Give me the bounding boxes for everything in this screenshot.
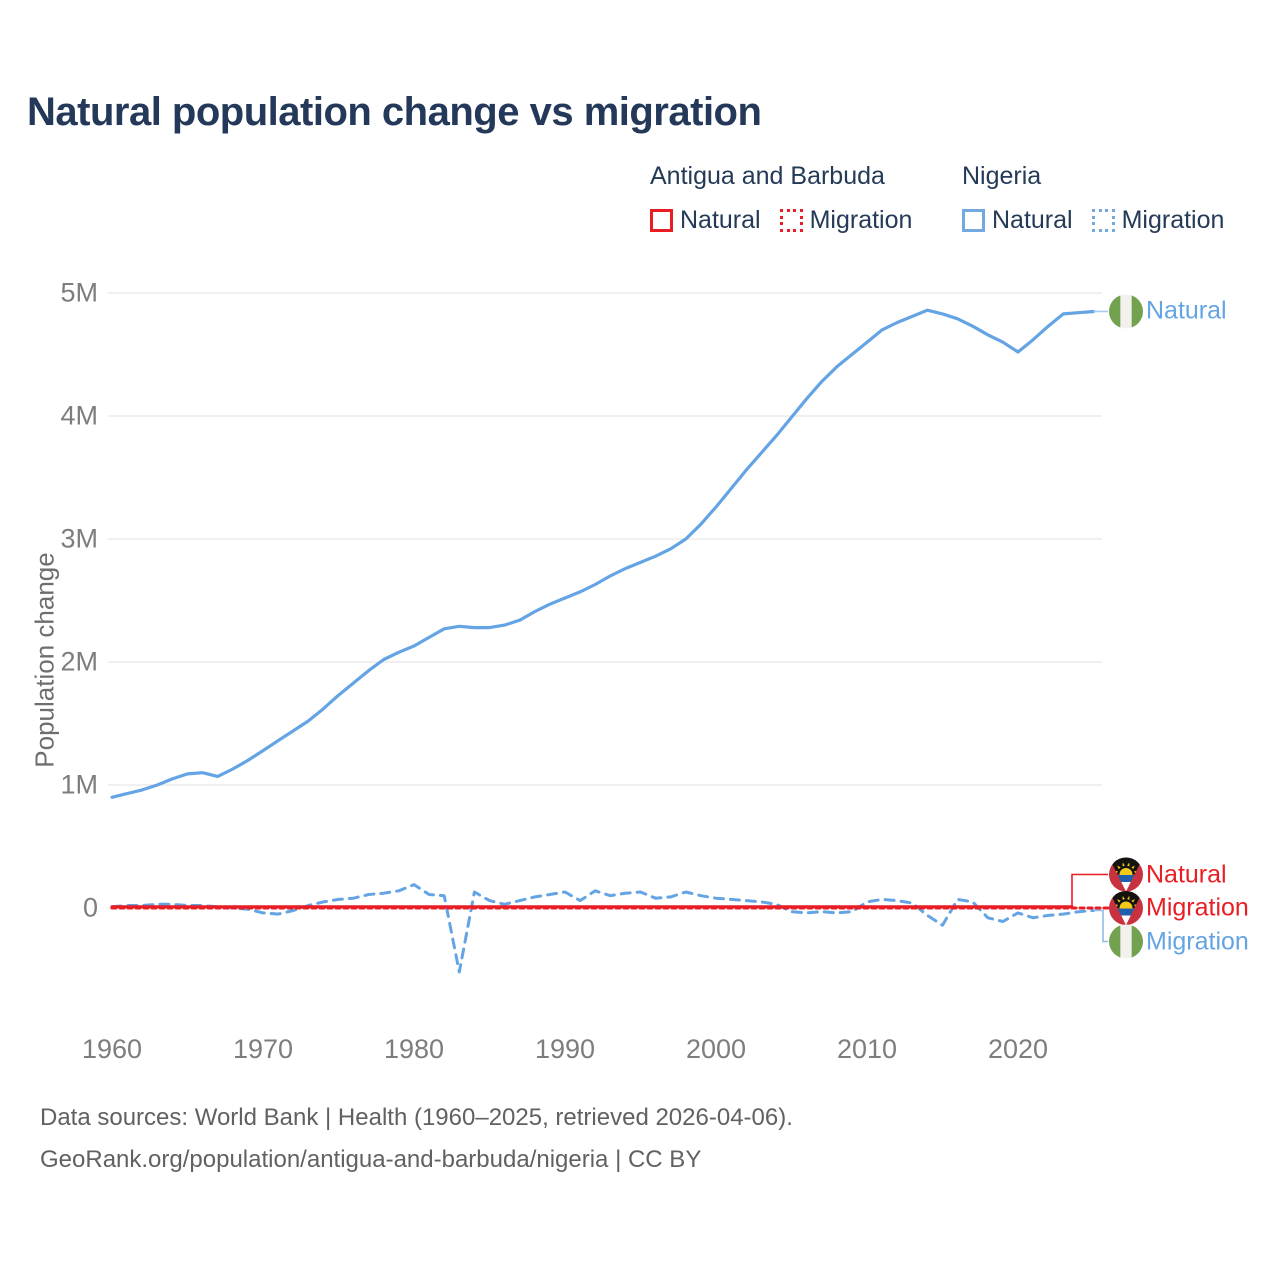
legend-country-name: Antigua and Barbuda xyxy=(650,162,885,190)
nigeria-flag-icon xyxy=(1109,294,1143,328)
x-tick-label: 1980 xyxy=(383,1034,445,1064)
y-tick-label: 4M xyxy=(60,400,98,431)
legend-item-migration xyxy=(780,206,913,235)
solid-line-swatch-icon xyxy=(962,209,985,232)
series-end-label-ab-natural: Natural xyxy=(1146,860,1227,888)
y-axis-title: Population change xyxy=(29,552,60,768)
legend-item-label: Natural xyxy=(680,206,761,234)
y-tick-label: 2M xyxy=(60,646,98,677)
legend-item-natural xyxy=(962,206,1073,235)
nigeria-migration-connector xyxy=(1094,910,1109,941)
nigeria-migration-line xyxy=(112,885,1094,972)
series-end-label-nigeria-natural: Natural xyxy=(1146,296,1227,325)
legend-items-row xyxy=(650,206,912,235)
y-tick-label: 0 xyxy=(82,892,98,923)
nigeria-natural-line xyxy=(112,310,1094,797)
y-tick-label: 1M xyxy=(60,769,98,800)
flag-markers xyxy=(1109,294,1143,958)
nigeria-flag-icon xyxy=(1109,925,1143,959)
series-end-label-ab-migration: Migration xyxy=(1146,893,1249,922)
chart-title: Natural population change vs migration xyxy=(27,90,762,134)
legend-country-name: Nigeria xyxy=(962,162,1042,190)
x-tick-label: 2000 xyxy=(685,1034,747,1064)
label-connectors xyxy=(1072,311,1108,941)
legend-items-row xyxy=(962,206,1224,235)
legend xyxy=(650,162,1270,242)
legend-group-antigua-and-barbuda xyxy=(650,162,912,235)
x-tick-label: 1970 xyxy=(232,1034,294,1064)
x-tick-label: 1990 xyxy=(534,1034,596,1064)
legend-item-label: Migration xyxy=(1121,206,1225,234)
footer xyxy=(40,1104,793,1174)
attribution-text: GeoRank.org/population/antigua-and-barbuda/nigeria | CC BY xyxy=(40,1146,702,1173)
series-lines xyxy=(112,310,1108,972)
legend-item-natural xyxy=(650,206,761,235)
series-end-label-nigeria-migration: Migration xyxy=(1146,927,1249,955)
x-tick-label: 2020 xyxy=(987,1034,1049,1064)
legend-item-migration xyxy=(1092,206,1225,235)
legend-group-nigeria xyxy=(962,162,1224,235)
ab-natural-connector xyxy=(1072,875,1108,907)
gridlines xyxy=(108,293,1102,908)
y-tick-label: 5M xyxy=(60,277,98,308)
solid-line-swatch-icon xyxy=(650,209,673,232)
legend-item-label: Natural xyxy=(992,206,1073,234)
dotted-line-swatch-icon xyxy=(1092,209,1115,232)
y-tick-label: 3M xyxy=(60,523,98,554)
dotted-line-swatch-icon xyxy=(780,209,803,232)
x-tick-label: 2010 xyxy=(836,1034,898,1064)
data-sources-text: Data sources: World Bank | Health (1960–2025, retrieved 2026-04-06). xyxy=(40,1104,793,1131)
x-tick-label: 1960 xyxy=(81,1034,143,1064)
legend-item-label: Migration xyxy=(809,206,913,234)
